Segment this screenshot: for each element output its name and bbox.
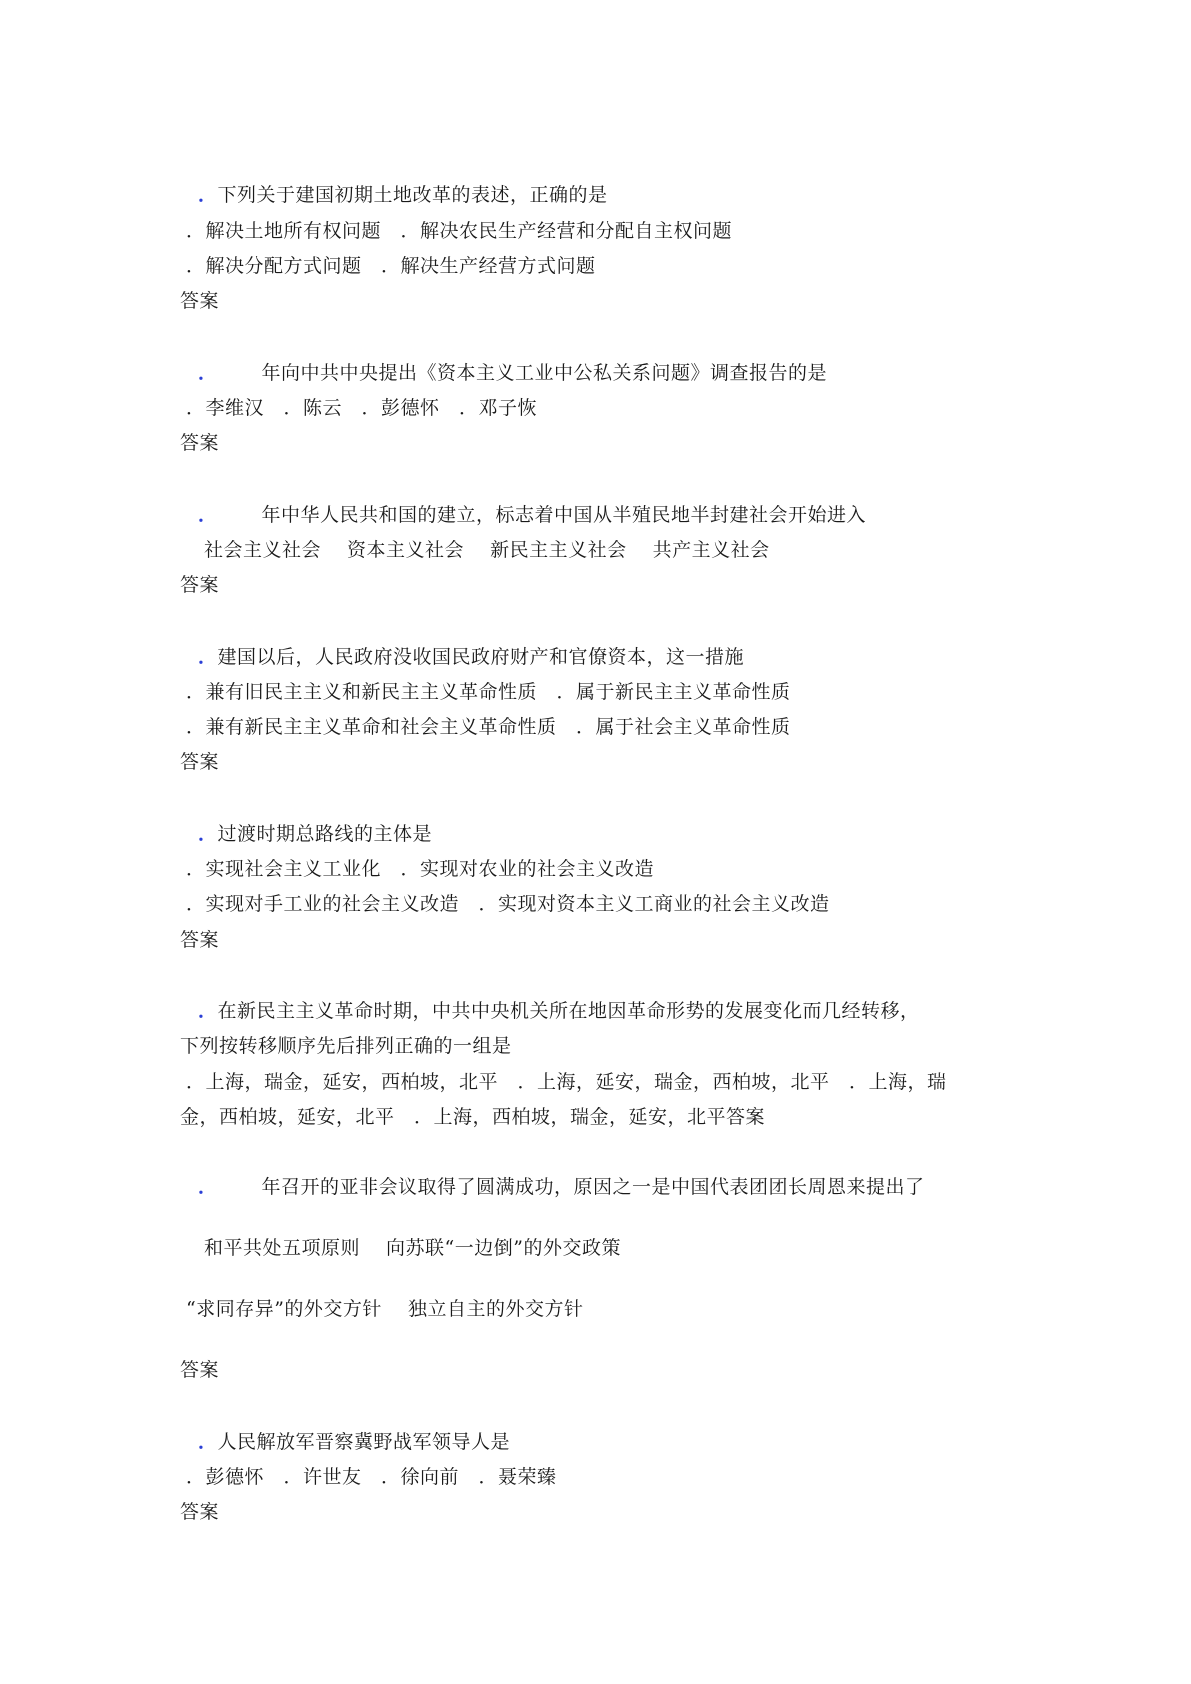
question-stem [198, 503, 866, 527]
question-text: 过渡时期总路线的主体是 [217, 823, 433, 845]
option-line: 和平共处五项原则 向苏联“一边倒”的外交政策 [204, 1237, 621, 1259]
option-line [180, 1105, 765, 1129]
option-line-text: 金，西柏坡，延安，北平 ．上海，西柏坡，瑞金，延安，北平 [180, 1106, 727, 1128]
question-text: 下列关于建国初期土地改革的表述，正确的是 [217, 184, 608, 206]
answer-label: 答案 [180, 290, 220, 312]
answer-label: 答案 [180, 751, 220, 773]
question-stem [198, 645, 744, 669]
question-stem [198, 1430, 510, 1454]
question-text: 年召开的亚非会议取得了圆满成功，原因之一是中国代表团团长周恩来提出了 [261, 1176, 925, 1198]
answer-label: 答案 [180, 574, 220, 596]
option-line: ．实现社会主义工业化 ．实现对农业的社会主义改造 [186, 858, 655, 880]
question-marker: ． [198, 504, 218, 526]
question-text: 建国以后，人民政府没收国民政府财产和官僚资本，这一措施 [217, 646, 745, 668]
question-marker: ． [198, 1431, 218, 1453]
answer-label: 答案 [180, 929, 220, 951]
option-line: ．彭德怀 ．许世友 ．徐向前 ．聂荣臻 [186, 1466, 557, 1488]
question-text: 在新民主主义革命时期，中共中央机关所在地因革命形势的发展变化而几经转移， [217, 1000, 920, 1022]
question-marker: ． [198, 184, 218, 206]
option-line: 社会主义社会 资本主义社会 新民主主义社会 共产主义社会 [204, 539, 770, 561]
question-text-line2: 下列按转移顺序先后排列正确的一组是 [180, 1035, 512, 1057]
option-line: ．解决分配方式问题 ．解决生产经营方式问题 [186, 255, 596, 277]
question-marker: ． [198, 1000, 218, 1022]
question-stem [198, 822, 432, 846]
answer-label: 答案 [180, 1501, 220, 1523]
question-text: 人民解放军晋察冀野战军领导人是 [217, 1431, 511, 1453]
question-stem [198, 183, 608, 207]
question-stem [198, 361, 827, 385]
option-line: “求同存异”的外交方针 独立自主的外交方针 [186, 1298, 584, 1320]
option-line: ．解决土地所有权问题 ．解决农民生产经营和分配自主权问题 [186, 220, 733, 242]
question-text: 年中华人民共和国的建立，标志着中国从半殖民地半封建社会开始进入 [261, 504, 867, 526]
answer-label: 答案 [180, 432, 220, 454]
option-line: ．李维汉 ．陈云 ．彭德怀 ．邓子恢 [186, 397, 538, 419]
question-stem [198, 999, 920, 1023]
question-marker: ． [198, 823, 218, 845]
answer-label: 答案 [726, 1106, 766, 1128]
question-marker: ． [198, 646, 218, 668]
question-text: 年向中共中央提出《资本主义工业中公私关系问题》调查报告的是 [261, 362, 828, 384]
answer-label: 答案 [180, 1359, 220, 1381]
option-line: ．兼有旧民主主义和新民主主义革命性质 ．属于新民主主义革命性质 [186, 681, 791, 703]
question-marker: ． [198, 1176, 218, 1198]
option-line: ．兼有新民主主义革命和社会主义革命性质 ．属于社会主义革命性质 [186, 716, 791, 738]
option-line: ．上海，瑞金，延安，西柏坡，北平 ．上海，延安，瑞金，西柏坡，北平 ．上海，瑞 [186, 1071, 947, 1093]
option-line: ．实现对手工业的社会主义改造 ．实现对资本主义工商业的社会主义改造 [186, 893, 830, 915]
question-marker: ． [198, 362, 218, 384]
question-stem [198, 1175, 925, 1199]
